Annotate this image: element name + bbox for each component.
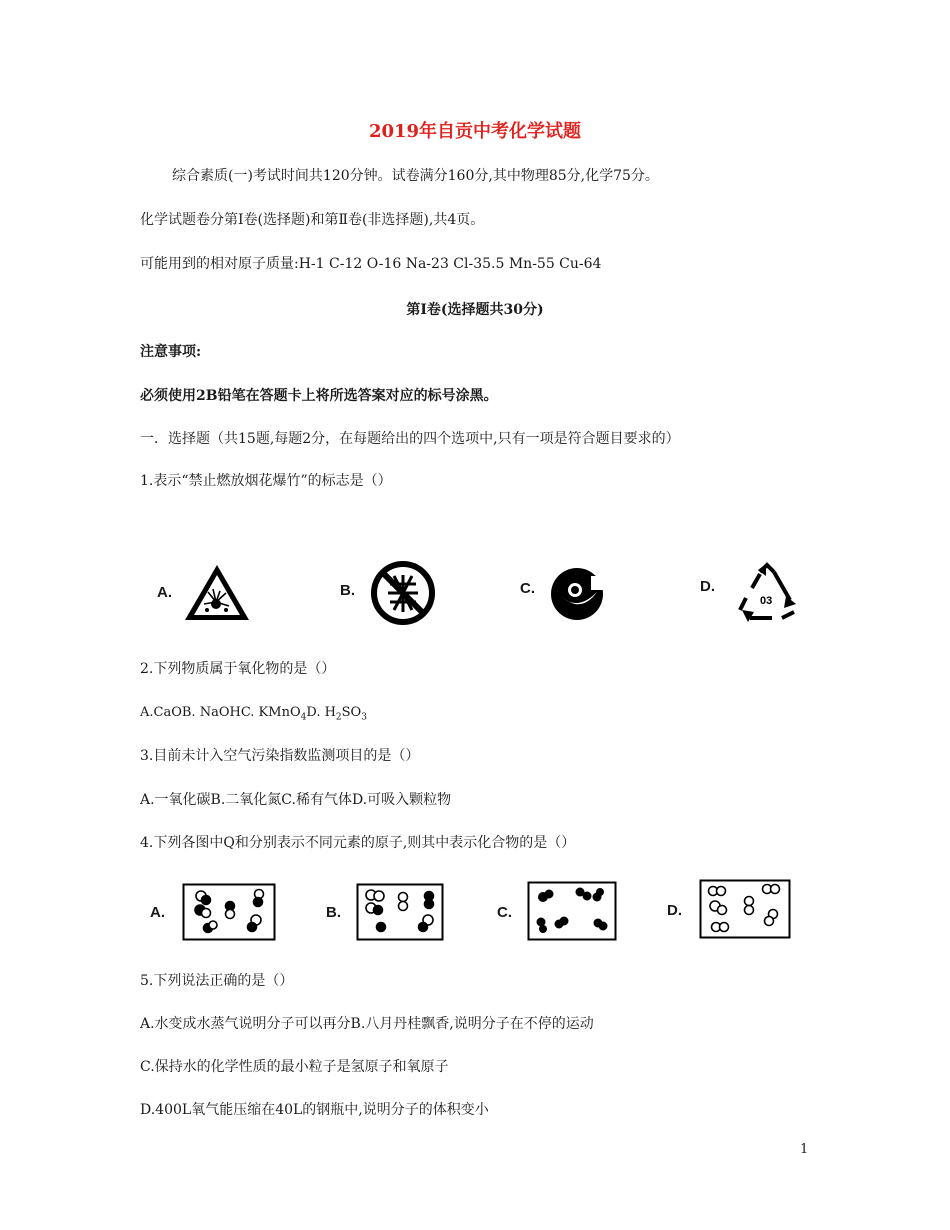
intro-line-3: 可能用到的相对原子质量:H-1 C-12 O-16 Na-23 Cl-35.5 Mn-55 Cu-64 (140, 256, 602, 272)
q1-stem: 1.表示“禁止燃放烟花爆竹”的标志是（） (140, 473, 392, 489)
q2-options-part2: D. H (306, 705, 336, 720)
page-number: 1 (800, 1142, 809, 1157)
molecule-box-c (527, 881, 617, 941)
recycle-icon (734, 562, 800, 624)
section-title: 第Ⅰ卷(选择题共30分) (406, 302, 544, 318)
q3-stem: 3.目前未计入空气污染指数监测项目的是（） (140, 748, 420, 764)
q4-label-c: C. (497, 904, 512, 921)
q3-options: A.一氧化碳B.二氧化氮C.稀有气体D.可吸入颗粒物 (140, 792, 452, 808)
recycle-code: 03 (760, 595, 773, 607)
q1-label-d: D. (700, 578, 715, 595)
q2-sub1: 4 (300, 712, 307, 723)
q1-label-b: B. (340, 582, 355, 599)
part-heading: 一．选择题（共15题,每题2分，在每题给出的四个选项中,只有一项是符合题目要求的） (140, 431, 680, 447)
q2-options-part3: SO (341, 705, 362, 720)
q4-label-d: D. (667, 902, 682, 919)
q4-label-b: B. (326, 904, 341, 921)
water-saving-icon (547, 566, 607, 622)
q2-options-part1: A.CaOB. NaOHC. KMnO (140, 705, 301, 720)
explosive-warning-icon (182, 562, 252, 624)
molecule-box-d (699, 879, 791, 939)
molecule-box-b (356, 883, 444, 941)
q4-label-a: A. (150, 904, 165, 921)
q5-line-1: A.水变成水蒸气说明分子可以再分B.八月丹桂飘香,说明分子在不停的运动 (140, 1016, 594, 1032)
intro-line-1: 综合素质(一)考试时间共120分钟。试卷满分160分,其中物理85分,化学75分。 (172, 168, 659, 184)
q1-label-a: A. (157, 584, 172, 601)
notice-heading: 注意事项: (140, 344, 202, 360)
q5-line-3: D.400L氧气能压缩在40L的钢瓶中,说明分子的体积变小 (140, 1102, 489, 1118)
q2-sub2: 2 (335, 712, 342, 723)
q5-stem: 5.下列说法正确的是（） (140, 973, 294, 989)
q2-options (140, 704, 367, 727)
notice-text: 必须使用2B铅笔在答题卡上将所选答案对应的标号涂黑。 (140, 388, 498, 404)
molecule-box-a (182, 883, 276, 941)
q5-line-2: C.保持水的化学性质的最小粒子是氢原子和氧原子 (140, 1059, 449, 1075)
intro-line-2: 化学试题卷分第Ⅰ卷(选择题)和第Ⅱ卷(非选择题),共4页。 (140, 212, 485, 228)
no-fireworks-icon (370, 560, 436, 626)
q1-label-c: C. (520, 580, 535, 597)
q2-stem: 2.下列物质属于氧化物的是（） (140, 661, 336, 677)
page-title: 2019年自贡中考化学试题 (368, 121, 582, 142)
q2-sub3: 3 (361, 712, 367, 723)
q4-stem: 4.下列各图中Q和分别表示不同元素的原子,则其中表示化合物的是（） (140, 835, 576, 851)
